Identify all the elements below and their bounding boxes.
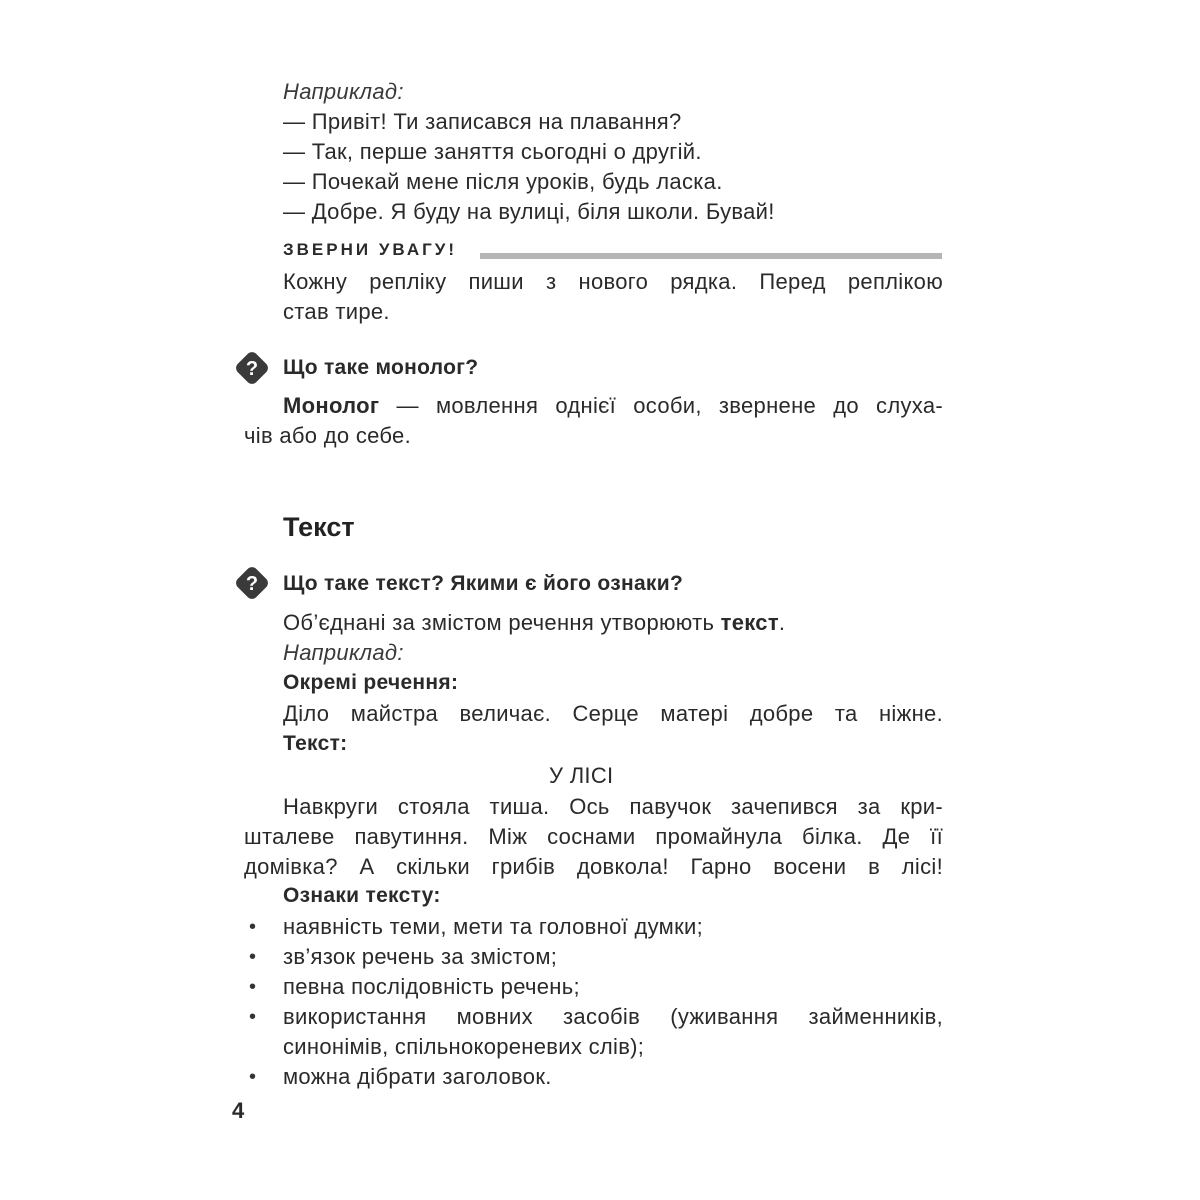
story-line: Навкруги стояла тиша. Ось павучок зачепився за кри- <box>283 794 943 819</box>
bullet-icon: • <box>249 946 257 968</box>
text-intro-after: . <box>778 610 786 635</box>
text-intro-before: Об’єднані за змістом речення утворюють <box>283 610 721 635</box>
question-diamond-icon <box>232 563 272 603</box>
feature-item: певна послідовність речень; <box>283 974 580 999</box>
monolog-definition-text: — мовлення однієї особи, звернене до слуха- <box>379 393 943 418</box>
svg-text:?: ? <box>245 358 259 380</box>
text-question: Що таке текст? Якими є його ознаки? <box>283 572 684 595</box>
separate-sentences-label: Окремі речення: <box>283 671 459 694</box>
features-label: Ознаки тексту: <box>283 884 441 907</box>
text-intro-term: текст <box>720 610 779 635</box>
bullet-icon: • <box>249 976 257 998</box>
attention-title: ЗВЕРНИ УВАГУ! <box>283 240 457 259</box>
monolog-definition-cont: чів або до себе. <box>244 423 412 448</box>
bullet-icon: • <box>249 916 257 938</box>
feature-item: використання мовних засобів (уживання займенників, <box>283 1004 943 1029</box>
dialogue-line: — Добре. Я буду на вулиці, біля школи. Бувай! <box>283 199 775 224</box>
text-label: Текст: <box>283 732 348 755</box>
bullet-icon: • <box>249 1066 257 1088</box>
dialogue-line: — Так, перше заняття сьогодні о другій. <box>283 139 702 164</box>
feature-item-cont: синонімів, спільнокореневих слів); <box>283 1034 645 1059</box>
attention-text: Кожну репліку пиши з нового рядка. Перед реплікою <box>283 269 943 294</box>
text-intro <box>283 608 785 638</box>
dialogue-line: — Почекай мене після уроків, будь ласка. <box>283 169 723 194</box>
story-line: шталеве павутиння. Між соснами промайнула білка. Де її <box>244 824 943 849</box>
section-heading: Текст <box>283 512 355 542</box>
separate-sentences-example: Діло майстра величає. Серце матері добре та ніжне. <box>283 701 943 726</box>
feature-item: зв’язок речень за змістом; <box>283 944 558 969</box>
example-label: Наприклад: <box>283 79 404 104</box>
bullet-icon: • <box>249 1006 257 1028</box>
feature-item: наявність теми, мети та головної думки; <box>283 914 704 939</box>
monolog-term: Монолог <box>283 393 380 418</box>
example-label: Наприклад: <box>283 640 404 665</box>
attention-text: став тире. <box>283 299 390 324</box>
monolog-definition <box>283 391 943 421</box>
monolog-question: Що таке монолог? <box>283 356 479 379</box>
attention-divider <box>480 253 942 259</box>
feature-item: можна дібрати заголовок. <box>283 1064 552 1089</box>
dialogue-line: — Привіт! Ти записався на плавання? <box>283 109 682 134</box>
story-line: домівка? А скільки грибів довкола! Гарно восени в лісі! <box>244 854 943 879</box>
story-title: У ЛІСІ <box>549 763 614 788</box>
page-number: 4 <box>232 1098 245 1123</box>
svg-text:?: ? <box>245 573 259 595</box>
question-diamond-icon <box>232 348 272 388</box>
